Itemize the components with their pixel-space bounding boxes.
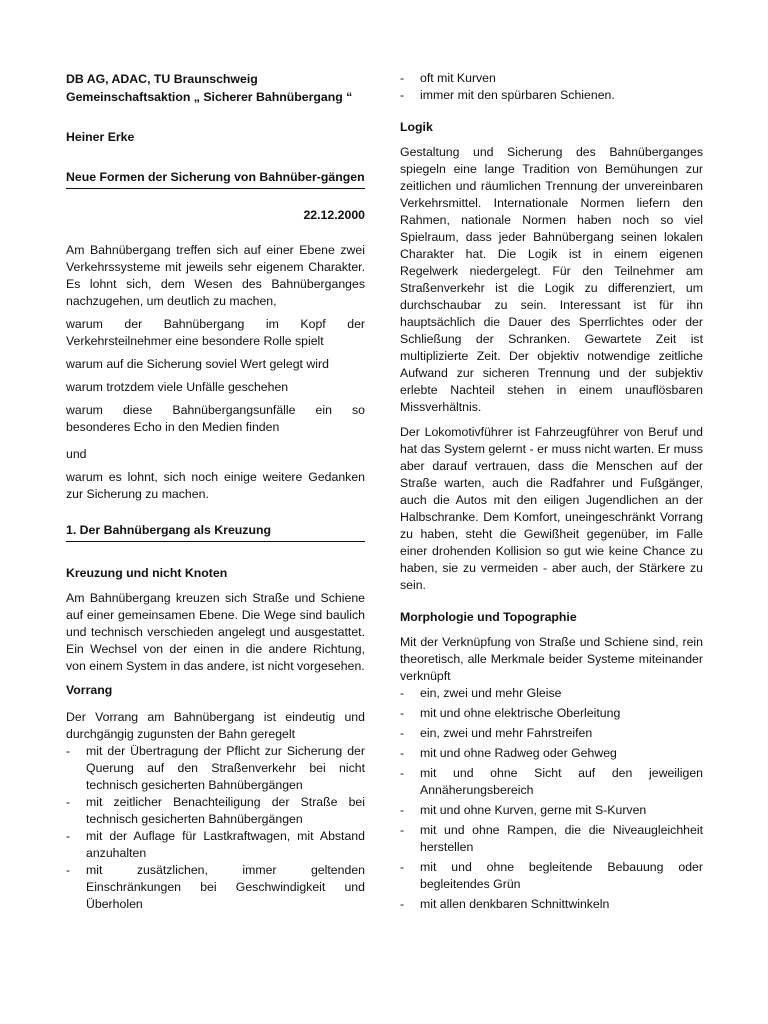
list-item: - mit zusätzlichen, immer geltenden Einschränkungen bei Geschwindigkeit und Überholen — [66, 862, 365, 913]
list-item: - immer mit den spürbaren Schienen. — [400, 87, 703, 104]
logik-heading: Logik — [400, 120, 433, 134]
list-item: - ein, zwei und mehr Fahrstreifen — [400, 725, 703, 742]
author-name: Heiner Erke — [66, 130, 135, 144]
left-column — [66, 70, 365, 913]
campaign-line: Gemeinschaftsaktion „ Sicherer Bahnübergang “ — [66, 90, 353, 104]
intro-paragraph: Am Bahnübergang treffen sich auf einer Ebene zwei Verkehrssysteme mit jeweils sehr eigenem Charakter. Es lohnt sich, dem Wesen des Bahnüberganges nachzugehen, um deutlich zu machen, — [66, 243, 365, 308]
list-item: - mit und ohne Radweg oder Gehweg — [400, 745, 703, 762]
document-date: 22.12.2000 — [303, 208, 365, 222]
logik-paragraph-2: Der Lokomotivführer ist Fahrzeugführer von Beruf und hat das System gelernt - er muss nicht warten. Er muss aber darauf vertrauen, dass die Menschen auf der Straße warten, auch die Radfahrer und Fußgänger, auch die Autos mit den eiligen Jugendlichen an der Halbschranke. Dem Komfort, uneingeschränkt Vorrang zu haben, steht die Gewißheit gegenüber, im Falle einer drohenden Kollision so gut wie keine Chance zu haben, sie zu vermeiden - aber auch, der Stärkere zu sein. — [400, 425, 703, 592]
logik-paragraph-1: Gestaltung und Sicherung des Bahnüberganges spiegeln eine lange Tradition von Bemühungen zur zeitlichen und räumlichen Trennung der unvereinbaren Verkehrsmittel. Internationale Normen liefern den Rahmen, nationale Normen haben noch so viel Spielraum, dass jeder Bahnübergang seinen lokalen Charakter hat. Die Logik ist in einem eigenen Regelwerk niedergelegt. Für den Teilnehmer am Straßenverkehr ist die Logik zu differenziert, um durchschaubar zu sein. Interessant ist für ihn hauptsächlich die Dauer des Sperrlichtes oder der Schließung der Schranken. Gewartete Zeit ist multiplizierte Zeit. Der objektiv notwendige zeitliche Aufwand zur sicheren Trennung und der subjektiv erlebte Nachteil stehen in einem unauflösbaren Missverhältnis. — [400, 145, 703, 414]
morphologie-paragraph: Mit der Verknüpfung von Straße und Schiene sind, rein theoretisch, alle Merkmale beider Systeme miteinander verknüpft — [400, 635, 703, 683]
list-item: - ein, zwei und mehr Gleise — [400, 685, 703, 702]
list-item: - mit und ohne Sicht auf den jeweiligen Annäherungsbereich — [400, 765, 703, 799]
intro-question-4: warum diese Bahnübergangsunfälle ein so besonderes Echo in den Medien finden — [66, 403, 365, 434]
morphologie-heading: Morphologie und Topographie — [400, 610, 577, 624]
document-title-text: Neue Formen der Sicherung von Bahnüber-gängen — [66, 170, 365, 184]
intro-question-1: warum der Bahnübergang im Kopf der Verkehrsteilnehmer eine besondere Rolle spielt — [66, 317, 365, 348]
right-column — [400, 70, 703, 916]
list-item: - mit und ohne elektrische Oberleitung — [400, 705, 703, 722]
list-item: - mit der Übertragung der Pflicht zur Sicherung der Querung auf den Straßenverkehr bei nicht technisch gesicherten Bahnübergängen — [66, 743, 365, 794]
vorrang-list — [66, 743, 365, 913]
list-item: - mit und ohne Rampen, die die Niveaugleichheit herstellen — [400, 822, 703, 856]
section-1-heading: 1. Der Bahnübergang als Kreuzung — [66, 521, 365, 542]
kreuzung-heading: Kreuzung und nicht Knoten — [66, 566, 228, 580]
intro-question-2: warum auf die Sicherung soviel Wert gelegt wird — [66, 357, 329, 371]
list-item: - mit allen denkbaren Schnittwinkeln — [400, 896, 703, 913]
list-item: - mit der Auflage für Lastkraftwagen, mit Abstand anzuhalten — [66, 828, 365, 862]
list-item: - mit und ohne begleitende Bebauung oder begleitendes Grün — [400, 859, 703, 893]
vorrang-heading: Vorrang — [66, 683, 113, 697]
list-item: - mit zeitlicher Benachteiligung der Straße bei technisch gesicherten Bahnübergängen — [66, 794, 365, 828]
kreuzung-paragraph: Am Bahnübergang kreuzen sich Straße und Schiene auf einer gemeinsamen Ebene. Die Wege sind baulich und technisch verschieden angelegt und ausgestattet. Ein Wechsel von der einen in die andere Richtung, von einem System in das andere, ist nicht vorgesehen. — [66, 591, 365, 673]
morphologie-list — [400, 685, 703, 913]
intro-und: und — [66, 447, 87, 461]
list-item: - mit und ohne Kurven, gerne mit S-Kurven — [400, 802, 703, 819]
organization-line: DB AG, ADAC, TU Braunschweig — [66, 72, 258, 86]
intro-question-3: warum trotzdem viele Unfälle geschehen — [66, 380, 289, 394]
document-title — [66, 168, 365, 189]
list-item: - oft mit Kurven — [400, 70, 703, 87]
continued-list — [400, 70, 703, 104]
intro-question-5: warum es lohnt, sich noch einige weitere Gedanken zur Sicherung zu machen. — [66, 470, 365, 501]
vorrang-paragraph: Der Vorrang am Bahnübergang ist eindeutig und durchgängig zugunsten der Bahn geregelt — [66, 710, 365, 741]
